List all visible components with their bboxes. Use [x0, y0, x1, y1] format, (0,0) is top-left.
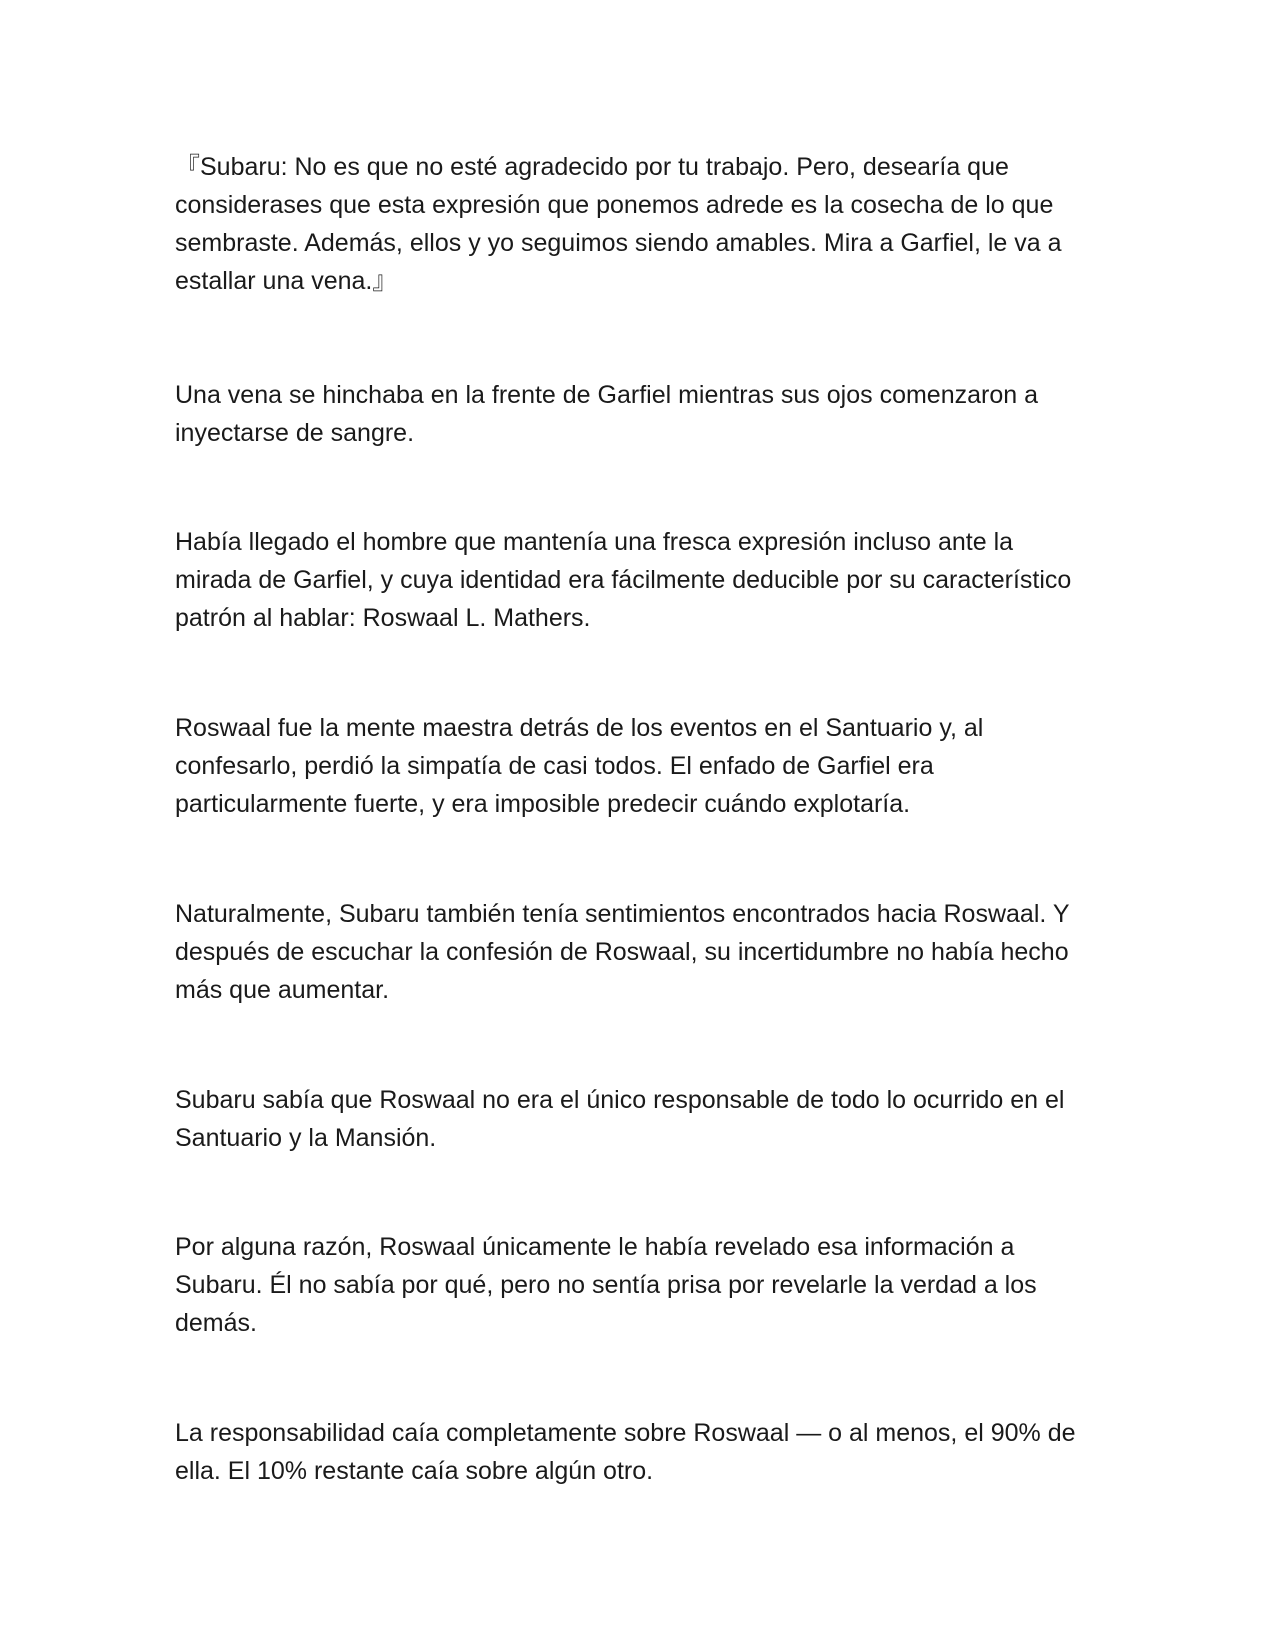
paragraph-subaru-feelings: Naturalmente, Subaru también tenía sentimientos encontrados hacia Roswaal. Y después de escuchar la confesión de Roswaal, su incertidumbre no había hecho más que aumentar. — [175, 900, 1070, 1004]
paragraph-revealed-information: Por alguna razón, Roswaal únicamente le había revelado esa información a Subaru. Él no sabía por qué, pero no sentía prisa por revelarle la verdad a los demás. — [175, 1233, 1037, 1337]
paragraph-not-only-responsible: Subaru sabía que Roswaal no era el único responsable de todo lo ocurrido en el Santuario y la Mansión. — [175, 1086, 1065, 1152]
paragraph-roswaal-mastermind: Roswaal fue la mente maestra detrás de los eventos en el Santuario y, al confesarlo, perdió la simpatía de casi todos. El enfado de Garfiel era particularmente fuerte, y era imposible predecir cuándo explotaría. — [175, 714, 984, 818]
paragraph-garfiel-vein: Una vena se hinchaba en la frente de Garfiel mientras sus ojos comenzaron a inyectarse de sangre. — [175, 381, 1038, 447]
paragraph-responsibility-split: La responsabilidad caía completamente sobre Roswaal — o al menos, el 90% de ella. El 10% restante caía sobre algún otro. — [175, 1419, 1076, 1485]
paragraph-subaru-dialogue: 『Subaru: No es que no esté agradecido por tu trabajo. Pero, desearía que considerases que esta expresión que ponemos adrede es la cosecha de lo que sembraste. Además, ellos y yo seguimos siendo amables. Mira a Garfiel, le va a estallar una vena.』 — [175, 153, 1062, 295]
paragraph-roswaal-arrival: Había llegado el hombre que mantenía una fresca expresión incluso ante la mirada de Garfiel, y cuya identidad era fácilmente deducible por su característico patrón al hablar: Roswaal L. Mathers. — [175, 528, 1072, 632]
